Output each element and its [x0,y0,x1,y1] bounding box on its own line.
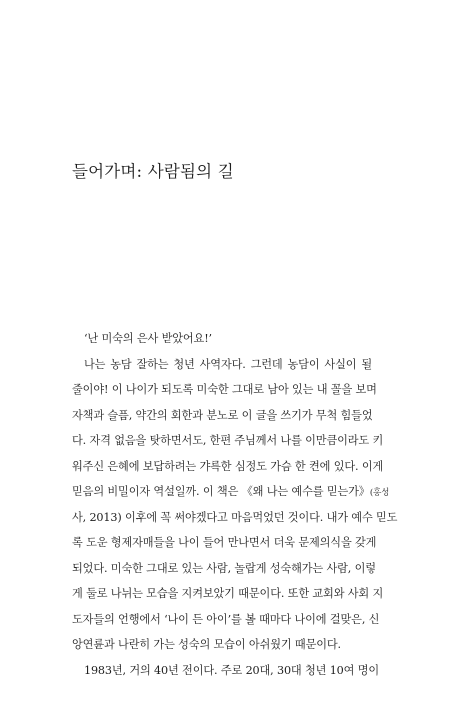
paragraph-line: 워주신 은혜에 보답하려는 갸륵한 심정도 가슴 한 켠에 있다. 이게 [72,459,384,473]
paragraph-line: 되었다. 미숙한 그대로 있는 사람, 놀랍게 성숙해가는 사람, 이렇 [72,561,376,575]
paragraph-line: 사, 2013) 이후에 꼭 써야겠다고 마음먹었던 것이다. 내가 예수 믿도 [72,510,398,524]
paragraph-line: 1983년, 거의 40년 전이다. 주로 20대, 30대 청년 10여 명이 [84,663,380,677]
paragraph-line: 록 도운 형제자매들을 나이 들어 만나면서 더욱 문제의식을 갖게 [72,536,377,549]
paragraph-line: 게 둘로 나뉘는 모습을 지켜보았기 때문이다. 또한 교회와 사회 지 [72,587,384,600]
paragraph-line [72,479,390,505]
body-text [72,326,398,683]
paragraph-line: 다. 자격 없음을 탓하면서도, 한편 주님께서 나를 이만큼이라도 키 [72,434,384,447]
paragraph-line: 앙연륜과 나란히 가는 성숙의 모습이 아쉬웠기 때문이다. [72,638,341,651]
paragraph-line-text: 믿음의 비밀이자 역설일까. 이 책은 《왜 나는 예수를 믿는가》 [72,485,370,498]
paragraph-line: 나는 농담 잘하는 청년 사역자다. 그런데 농담이 사실이 될 [84,357,372,371]
chapter-title: 들어가며: 사람됨의 길 [72,162,234,181]
paragraph-line: 줄이야! 이 나이가 되도록 미숙한 그대로 남아 있는 내 꼴을 보며 [72,383,377,396]
paragraph-line: ‘난 미숙의 은사 받았어요!’ [84,332,212,345]
paragraph-line: 자책과 슬픔, 약간의 회한과 분노로 이 글을 쓰기가 무척 힘들었 [72,408,373,422]
paragraph-line: 도자들의 언행에서 ‘나이 든 아이’를 볼 때마다 나이에 걸맞은, 신 [72,612,380,626]
publisher-note: (홍성 [369,488,390,498]
